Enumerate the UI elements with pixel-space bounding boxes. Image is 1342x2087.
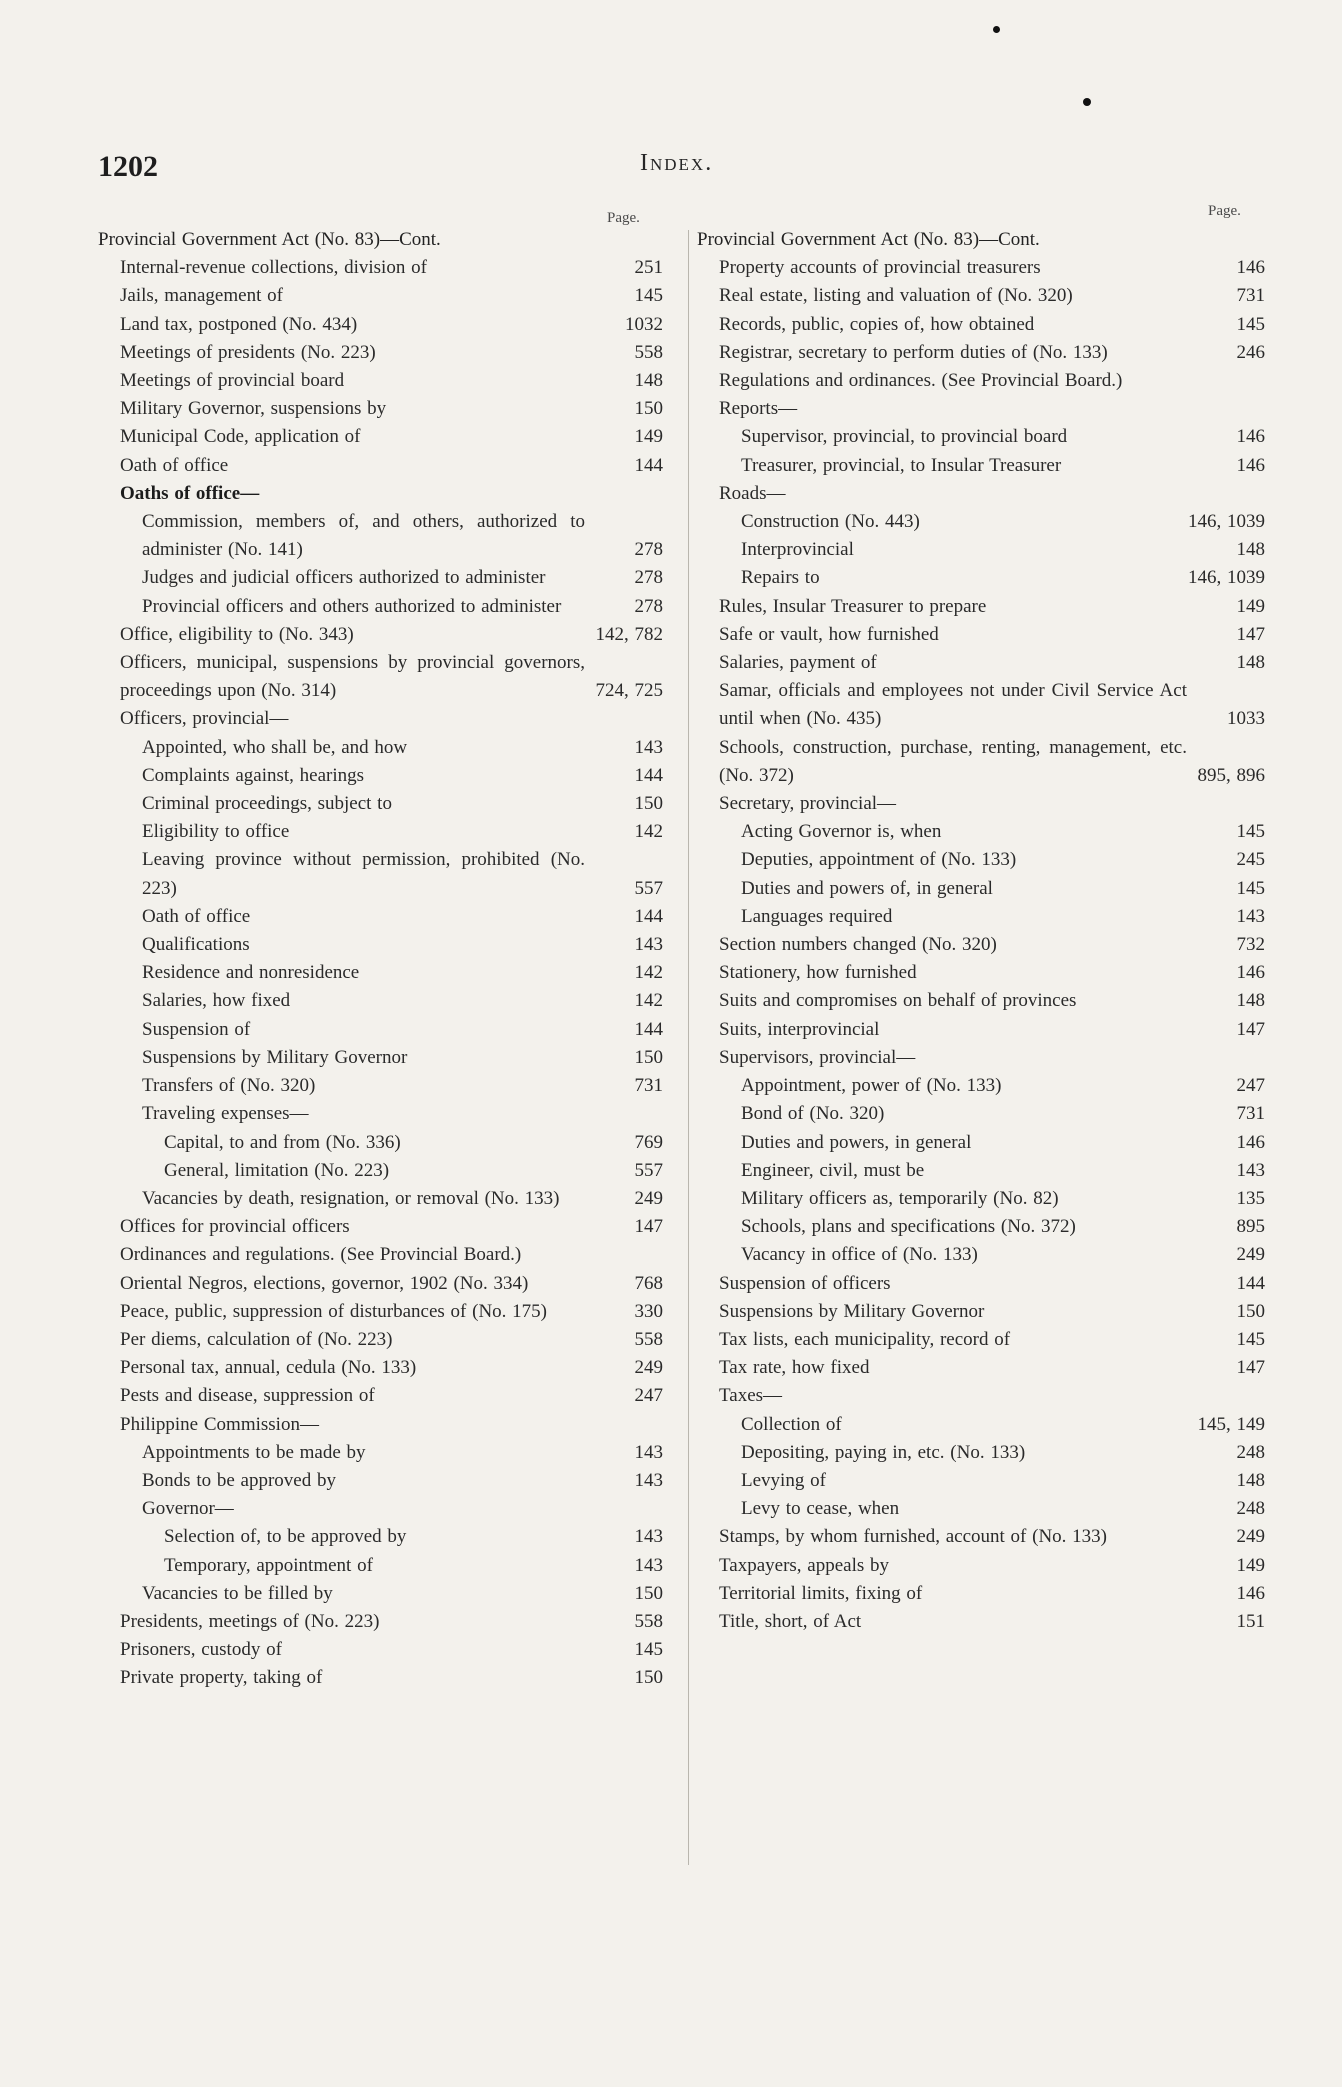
index-entry-text: Regulations and ordinances. (See Provincial Board.) <box>719 370 1123 392</box>
index-entry-page: 1033 <box>1227 708 1265 730</box>
index-entry-text: Interprovincial <box>741 539 854 561</box>
index-entry-text: Stamps, by whom furnished, account of (No. 133) <box>719 1526 1107 1548</box>
index-entry-text: Acting Governor is, when <box>741 821 942 843</box>
index-entry-page: 143 <box>634 1554 663 1576</box>
index-entry-page: 147 <box>1236 1018 1265 1040</box>
index-entry-text: Vacancy in office of (No. 133) <box>741 1244 978 1266</box>
index-entry <box>697 846 1265 874</box>
index-entry-text: Ordinances and regulations. (See Provincial Board.) <box>120 1244 522 1266</box>
index-entry-page: 146 <box>1236 962 1265 984</box>
index-entry-page: 142 <box>634 821 663 843</box>
index-entry <box>98 395 663 423</box>
index-entry-page: 150 <box>634 793 663 815</box>
index-entry-text: General, limitation (No. 223) <box>164 1159 390 1181</box>
index-entry-text: Meetings of provincial board <box>120 370 345 392</box>
index-entry <box>98 564 663 592</box>
index-entry-text: Appointments to be made by <box>142 1441 366 1463</box>
index-entry-page: 148 <box>1236 539 1265 561</box>
index-entry <box>697 1552 1265 1580</box>
page-number: 1202 <box>98 150 158 183</box>
index-entry-page: 148 <box>1236 652 1265 674</box>
index-entry-text: Commission, members of, and others, authorized to administer (No. 141) <box>142 511 585 561</box>
index-entry-text: Supervisors, provincial— <box>719 1046 916 1068</box>
index-entry-text: Oaths of office— <box>120 482 260 504</box>
index-entry-text: Transfers of (No. 320) <box>142 1075 316 1097</box>
index-entry <box>98 1241 663 1269</box>
index-entry <box>697 1298 1265 1326</box>
index-entry <box>697 1072 1265 1100</box>
index-entry-text: Military Governor, suspensions by <box>120 398 387 420</box>
index-entry-text: Oath of office <box>120 454 229 476</box>
index-entry <box>98 734 663 762</box>
index-entry-page: 151 <box>1236 1610 1265 1632</box>
index-entry-text: Complaints against, hearings <box>142 764 365 786</box>
index-entry-page: 146 <box>1236 1131 1265 1153</box>
index-entry <box>697 1016 1265 1044</box>
index-entry-page: 146 <box>1236 454 1265 476</box>
index-entry <box>697 311 1265 339</box>
index-entry-text: Stationery, how furnished <box>719 962 917 984</box>
index-entry <box>98 480 663 508</box>
index-entry <box>98 762 663 790</box>
index-entry <box>697 367 1265 395</box>
index-entry <box>697 452 1265 480</box>
index-entry-page: 330 <box>634 1300 663 1322</box>
index-entry <box>98 423 663 451</box>
index-entry-page: 895, 896 <box>1197 764 1265 786</box>
index-entry-page: 143 <box>634 1526 663 1548</box>
index-entry <box>697 564 1265 592</box>
index-entry-page: 142 <box>634 962 663 984</box>
index-entry <box>697 1354 1265 1382</box>
index-entry-page: 145 <box>1236 877 1265 899</box>
index-entry-page: 144 <box>634 454 663 476</box>
index-entry-text: Deputies, appointment of (No. 133) <box>741 849 1017 871</box>
index-entry <box>697 508 1265 536</box>
index-entry-text: Territorial limits, fixing of <box>719 1582 923 1604</box>
index-entry <box>98 593 663 621</box>
index-entry <box>697 931 1265 959</box>
index-entry-text: Meetings of presidents (No. 223) <box>120 341 376 363</box>
index-entry-page: 1032 <box>625 313 663 335</box>
index-entry-text: Reports— <box>719 398 798 420</box>
index-entry-page: 145 <box>634 1639 663 1661</box>
index-entry-page: 724, 725 <box>595 680 663 702</box>
index-entry-page: 278 <box>634 539 663 561</box>
index-entry <box>98 1382 663 1410</box>
index-entry <box>98 367 663 395</box>
index-entry-text: Registrar, secretary to perform duties of (No. 133) <box>719 341 1108 363</box>
ink-speck <box>1083 98 1091 106</box>
index-entry-text: Provincial officers and others authorized to administer <box>142 595 562 617</box>
index-entry-text: Eligibility to office <box>142 821 290 843</box>
index-entry-page: 731 <box>1236 1103 1265 1125</box>
index-entry-page: 142 <box>634 990 663 1012</box>
index-entry-page: 150 <box>634 1667 663 1689</box>
index-entry-page: 246 <box>1236 341 1265 363</box>
index-entry <box>98 1439 663 1467</box>
index-entry <box>697 621 1265 649</box>
index-entry-text: Roads— <box>719 482 786 504</box>
index-entry-page: 248 <box>1236 1498 1265 1520</box>
index-entry-page: 149 <box>634 426 663 448</box>
index-entry-page: 278 <box>634 567 663 589</box>
index-entry <box>98 311 663 339</box>
index-entry <box>98 1270 663 1298</box>
index-entry-page: 144 <box>634 905 663 927</box>
index-entry <box>98 903 663 931</box>
index-entry-page: 247 <box>634 1385 663 1407</box>
index-entry <box>697 1185 1265 1213</box>
index-entry-page: 146 <box>1236 257 1265 279</box>
index-entry-page: 558 <box>634 341 663 363</box>
index-entry-text: Criminal proceedings, subject to <box>142 793 392 815</box>
index-entry-text: Construction (No. 443) <box>741 511 920 533</box>
index-entry-text: Office, eligibility to (No. 343) <box>120 623 354 645</box>
index-entry-page: 147 <box>634 1216 663 1238</box>
index-entry-page: 558 <box>634 1610 663 1632</box>
index-entry <box>697 1157 1265 1185</box>
index-entry <box>697 649 1265 677</box>
index-entry <box>98 987 663 1015</box>
index-entry-text: Capital, to and from (No. 336) <box>164 1131 401 1153</box>
index-entry <box>98 1354 663 1382</box>
index-entry-text: Duties and powers, in general <box>741 1131 972 1153</box>
index-entry-text: Suspension of officers <box>719 1272 891 1294</box>
index-entry-page: 245 <box>1236 849 1265 871</box>
index-entry-text: Repairs to <box>741 567 820 589</box>
index-entry-text: Suits and compromises on behalf of provinces <box>719 990 1077 1012</box>
index-entry-page: 143 <box>634 1469 663 1491</box>
index-entry-text: Governor— <box>142 1498 234 1520</box>
index-entry-text: Suits, interprovincial <box>719 1018 880 1040</box>
index-entry-page: 249 <box>1236 1526 1265 1548</box>
index-entry <box>697 1523 1265 1551</box>
index-entry <box>98 846 663 902</box>
index-entry <box>98 790 663 818</box>
index-entry-text: Taxpayers, appeals by <box>719 1554 890 1576</box>
index-entry <box>697 1467 1265 1495</box>
index-entry <box>697 1100 1265 1128</box>
index-entry-page: 557 <box>634 1159 663 1181</box>
index-entry-page: 278 <box>634 595 663 617</box>
index-entry-text: Municipal Code, application of <box>120 426 361 448</box>
index-entry <box>697 818 1265 846</box>
index-entry-page: 144 <box>634 1018 663 1040</box>
index-entry <box>98 931 663 959</box>
index-entry-text: Suspensions by Military Governor <box>719 1300 985 1322</box>
index-entry <box>98 649 663 705</box>
index-entry-text: Secretary, provincial— <box>719 793 897 815</box>
index-entry-text: Collection of <box>741 1413 842 1435</box>
index-entry-text: Leaving province without permission, prohibited (No. 223) <box>142 849 585 899</box>
index-entry-page: 143 <box>634 934 663 956</box>
index-entry <box>98 1467 663 1495</box>
index-entry <box>697 734 1265 790</box>
index-entry <box>98 1298 663 1326</box>
column-divider <box>688 230 689 1865</box>
index-entry-page: 249 <box>1236 1244 1265 1266</box>
index-entry-page: 150 <box>634 1046 663 1068</box>
index-entry-text: Taxes— <box>719 1385 783 1407</box>
index-entry-text: Vacancies to be filled by <box>142 1582 333 1604</box>
index-entry-page: 147 <box>1236 623 1265 645</box>
index-entry-page: 144 <box>1236 1272 1265 1294</box>
index-entry-page: 895 <box>1236 1216 1265 1238</box>
index-entry-text: Levy to cease, when <box>741 1498 900 1520</box>
index-entry-text: Selection of, to be approved by <box>164 1526 407 1548</box>
index-entry-text: Personal tax, annual, cedula (No. 133) <box>120 1357 417 1379</box>
index-entry-page: 145 <box>634 285 663 307</box>
index-entry-text: Appointed, who shall be, and how <box>142 736 408 758</box>
index-entry <box>98 508 663 564</box>
index-entry <box>697 875 1265 903</box>
index-entry-page: 145 <box>1236 821 1265 843</box>
index-entry-text: Internal-revenue collections, division of <box>120 257 427 279</box>
index-entry <box>697 1580 1265 1608</box>
index-entry-page: 768 <box>634 1272 663 1294</box>
index-entry <box>697 1129 1265 1157</box>
index-entry-page: 732 <box>1236 934 1265 956</box>
index-entry-text: Schools, construction, purchase, renting, management, etc. (No. 372) <box>719 736 1187 786</box>
index-entry-text: Tax lists, each municipality, record of <box>719 1328 1011 1350</box>
index-entry <box>98 959 663 987</box>
index-entry <box>697 423 1265 451</box>
index-entry <box>697 395 1265 423</box>
index-entry-page: 251 <box>634 257 663 279</box>
index-entry <box>98 1608 663 1636</box>
index-entry-text: Bond of (No. 320) <box>741 1103 885 1125</box>
page-column-label-right: Page. <box>1208 203 1241 219</box>
index-entry-text: Rules, Insular Treasurer to prepare <box>719 595 987 617</box>
index-entry-text: Real estate, listing and valuation of (No. 320) <box>719 285 1073 307</box>
index-entry <box>98 705 663 733</box>
index-entry-text: Appointment, power of (No. 133) <box>741 1075 1002 1097</box>
index-entry-page: 558 <box>634 1328 663 1350</box>
index-entry <box>98 1213 663 1241</box>
index-entry-text: Samar, officials and employees not under Civil Service Act until when (No. 435) <box>719 680 1187 730</box>
index-entry <box>98 621 663 649</box>
index-entry <box>697 1241 1265 1269</box>
index-entry-text: Title, short, of Act <box>719 1610 862 1632</box>
running-head: Index. <box>640 150 714 176</box>
index-entry-text: Per diems, calculation of (No. 223) <box>120 1328 393 1350</box>
index-entry <box>697 536 1265 564</box>
index-entry-text: Vacancies by death, resignation, or removal (No. 133) <box>142 1187 560 1209</box>
index-entry-text: Depositing, paying in, etc. (No. 133) <box>741 1441 1026 1463</box>
index-entry <box>98 1636 663 1664</box>
index-entry <box>98 1326 663 1354</box>
index-entry-text: Levying of <box>741 1469 826 1491</box>
page-column-label-left: Page. <box>607 210 640 226</box>
index-entry-page: 145 <box>1236 1328 1265 1350</box>
index-entry <box>98 254 663 282</box>
index-entry-text: Tax rate, how fixed <box>719 1357 870 1379</box>
index-entry-text: Suspension of <box>142 1018 251 1040</box>
index-entry <box>98 1044 663 1072</box>
index-entry <box>697 677 1265 733</box>
index-entry-text: Duties and powers of, in general <box>741 877 993 899</box>
index-column-left <box>98 226 663 1693</box>
index-entry-page: 143 <box>634 1441 663 1463</box>
index-entry <box>98 1664 663 1692</box>
index-entry-text: Oriental Negros, elections, governor, 1902 (No. 334) <box>120 1272 529 1294</box>
index-entry-text: Officers, provincial— <box>120 708 289 730</box>
index-entry-text: Judges and judicial officers authorized to administer <box>142 567 546 589</box>
index-entry <box>697 1495 1265 1523</box>
index-entry <box>98 339 663 367</box>
index-entry-text: Qualifications <box>142 934 250 956</box>
index-entry-text: Prisoners, custody of <box>120 1639 282 1661</box>
index-entry <box>98 1185 663 1213</box>
index-entry <box>697 1608 1265 1636</box>
index-entry-page: 146 <box>1236 426 1265 448</box>
index-entry <box>98 1523 663 1551</box>
index-entry-page: 149 <box>1236 595 1265 617</box>
index-entry-text: Section numbers changed (No. 320) <box>719 934 997 956</box>
index-entry-text: Records, public, copies of, how obtained <box>719 313 1035 335</box>
index-entry <box>697 1213 1265 1241</box>
index-entry <box>697 903 1265 931</box>
index-entry-text: Engineer, civil, must be <box>741 1159 925 1181</box>
index-entry <box>98 818 663 846</box>
index-entry-page: 769 <box>634 1131 663 1153</box>
index-entry <box>697 339 1265 367</box>
index-entry <box>697 254 1265 282</box>
index-entry-page: 143 <box>634 736 663 758</box>
index-entry <box>697 1326 1265 1354</box>
index-entry <box>98 1495 663 1523</box>
index-entry <box>98 1129 663 1157</box>
index-entry-page: 148 <box>1236 990 1265 1012</box>
index-entry-text: Oath of office <box>142 905 251 927</box>
index-entry <box>98 1580 663 1608</box>
index-entry-text: Schools, plans and specifications (No. 372) <box>741 1216 1076 1238</box>
index-entry <box>98 1157 663 1185</box>
index-entry <box>697 480 1265 508</box>
index-entry-text: Salaries, how fixed <box>142 990 291 1012</box>
index-entry <box>697 1411 1265 1439</box>
index-entry-page: 147 <box>1236 1357 1265 1379</box>
index-entry-page: 143 <box>1236 905 1265 927</box>
index-entry-text: Salaries, payment of <box>719 652 877 674</box>
index-entry-page: 150 <box>634 398 663 420</box>
index-entry-text: Property accounts of provincial treasurers <box>719 257 1041 279</box>
index-entry-text: Peace, public, suppression of disturbances of (No. 175) <box>120 1300 548 1322</box>
index-entry-text: Residence and nonresidence <box>142 962 360 984</box>
index-entry-text: Land tax, postponed (No. 434) <box>120 313 358 335</box>
index-entry-text: Traveling expenses— <box>142 1103 309 1125</box>
index-entry-page: 248 <box>1236 1441 1265 1463</box>
index-entry-text: Philippine Commission— <box>120 1413 319 1435</box>
index-entry <box>98 452 663 480</box>
index-entry <box>697 593 1265 621</box>
index-entry <box>98 1552 663 1580</box>
index-entry-page: 145, 149 <box>1197 1413 1265 1435</box>
index-entry <box>98 1072 663 1100</box>
index-entry-text: Supervisor, provincial, to provincial board <box>741 426 1068 448</box>
index-entry-text: Jails, management of <box>120 285 283 307</box>
index-entry-page: 731 <box>1236 285 1265 307</box>
index-entry-text: Military officers as, temporarily (No. 82) <box>741 1187 1059 1209</box>
index-entry-text: Presidents, meetings of (No. 223) <box>120 1610 380 1632</box>
index-entry-text: Temporary, appointment of <box>164 1554 373 1576</box>
index-entry-page: 557 <box>634 877 663 899</box>
index-entry-page: 249 <box>634 1357 663 1379</box>
index-entry-text: Bonds to be approved by <box>142 1469 336 1491</box>
index-entry <box>98 1016 663 1044</box>
index-entry-page: 146, 1039 <box>1188 567 1265 589</box>
index-entry <box>697 959 1265 987</box>
index-entry-text: Treasurer, provincial, to Insular Treasurer <box>741 454 1062 476</box>
index-entry <box>697 1382 1265 1410</box>
index-entry-text: Provincial Government Act (No. 83)—Cont. <box>697 229 1040 250</box>
index-entry-page: 247 <box>1236 1075 1265 1097</box>
index-entry-page: 145 <box>1236 313 1265 335</box>
index-entry <box>697 987 1265 1015</box>
index-entry-page: 135 <box>1236 1187 1265 1209</box>
index-entry-text: Officers, municipal, suspensions by provincial governors, proceedings upon (No. 314) <box>120 652 585 702</box>
index-entry-text: Provincial Government Act (No. 83)—Cont. <box>98 229 441 250</box>
index-entry <box>98 226 663 254</box>
ink-speck <box>993 26 1000 33</box>
index-entry-page: 148 <box>634 370 663 392</box>
index-entry-page: 144 <box>634 764 663 786</box>
index-entry-page: 149 <box>1236 1554 1265 1576</box>
index-entry-text: Languages required <box>741 905 893 927</box>
index-entry-text: Offices for provincial officers <box>120 1216 350 1238</box>
index-entry-page: 249 <box>634 1187 663 1209</box>
index-entry-page: 146, 1039 <box>1188 511 1265 533</box>
index-entry-page: 143 <box>1236 1159 1265 1181</box>
index-entry-page: 142, 782 <box>595 623 663 645</box>
index-entry-text: Suspensions by Military Governor <box>142 1046 408 1068</box>
index-entry-text: Private property, taking of <box>120 1667 323 1689</box>
index-entry <box>697 790 1265 818</box>
index-entry <box>697 1044 1265 1072</box>
index-entry-page: 146 <box>1236 1582 1265 1604</box>
index-entry-page: 150 <box>634 1582 663 1604</box>
index-entry-text: Safe or vault, how furnished <box>719 623 939 645</box>
index-entry <box>697 282 1265 310</box>
index-entry <box>98 282 663 310</box>
index-entry <box>98 1411 663 1439</box>
index-entry-page: 150 <box>1236 1300 1265 1322</box>
index-column-right <box>697 226 1265 1636</box>
index-entry-page: 148 <box>1236 1469 1265 1491</box>
index-entry-page: 731 <box>634 1075 663 1097</box>
index-entry <box>98 1100 663 1128</box>
index-entry <box>697 1270 1265 1298</box>
index-entry <box>697 1439 1265 1467</box>
index-entry <box>697 226 1265 254</box>
index-entry-text: Pests and disease, suppression of <box>120 1385 375 1407</box>
